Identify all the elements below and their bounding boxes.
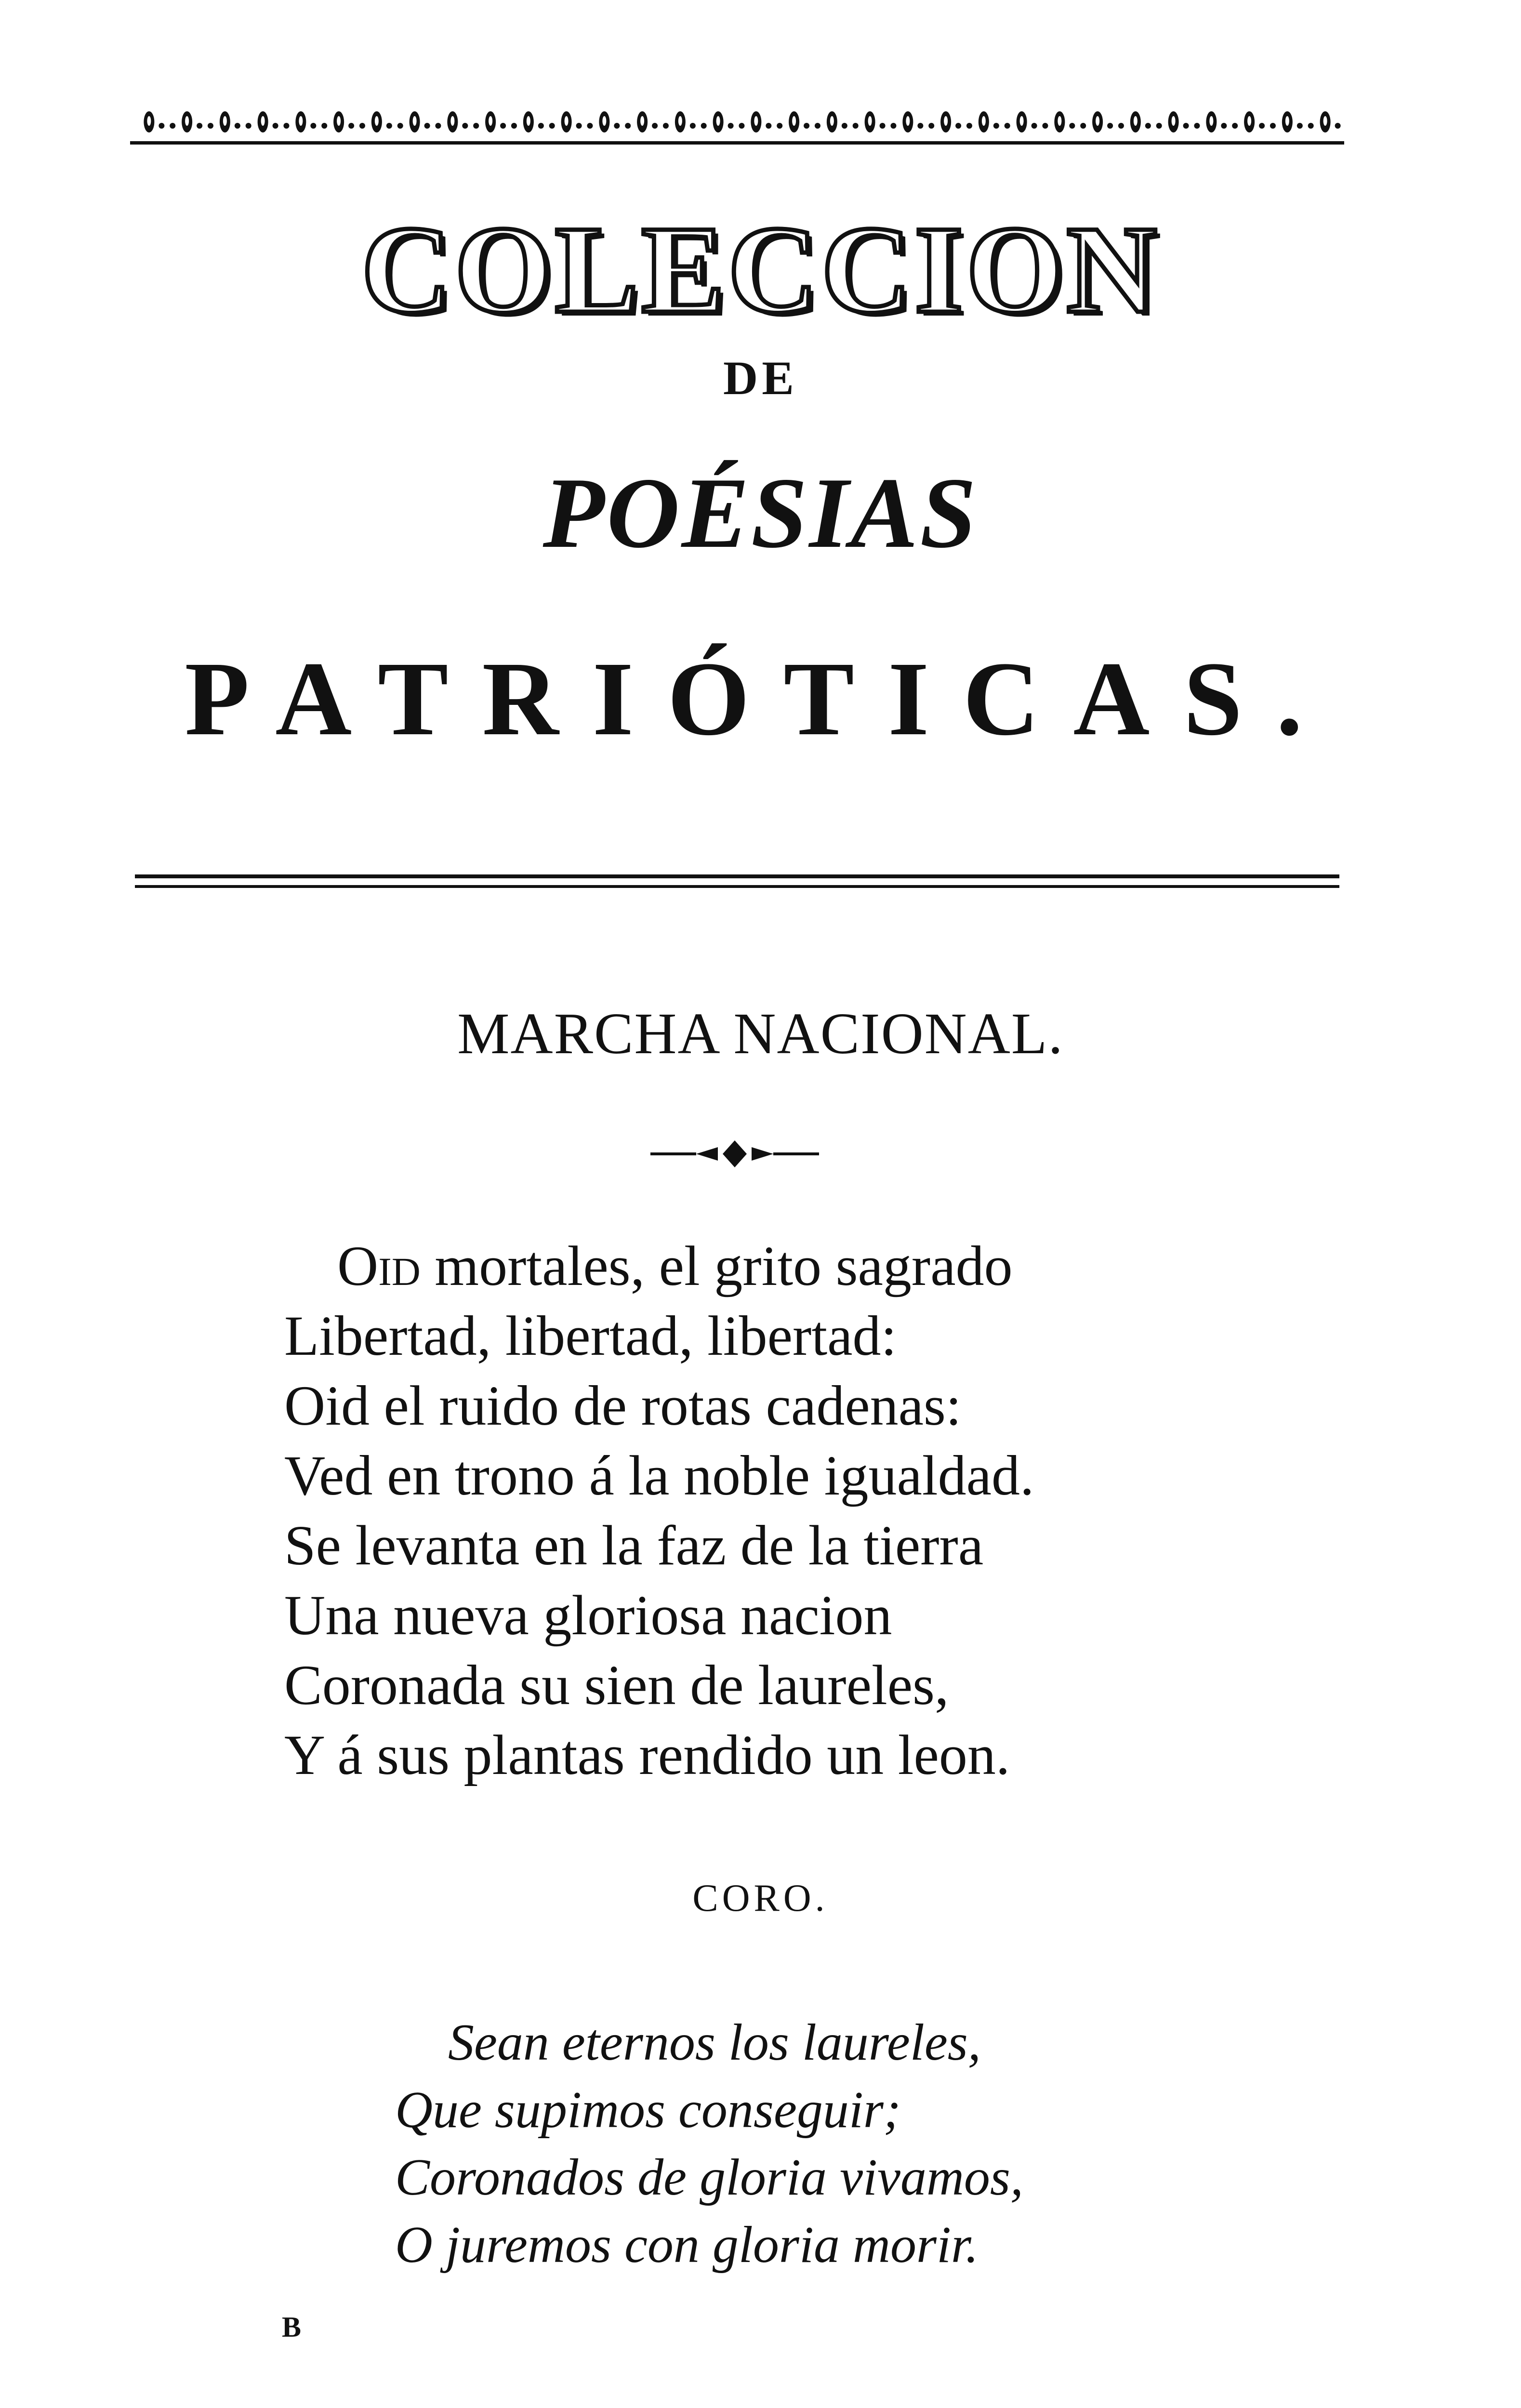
ornament-link-hole (1058, 116, 1061, 126)
double-rule-divider (135, 874, 1339, 888)
ornament-link-hole (830, 116, 834, 126)
ornament-link-hole (261, 116, 265, 126)
ornament-link-hole (640, 116, 644, 126)
ornament-dot (235, 123, 240, 129)
ornament-link-hole (1134, 116, 1137, 126)
ornament-dot (1221, 123, 1227, 129)
ornament-dot (283, 123, 289, 129)
verse-line: Y á sus plantas rendido un leon. (284, 1723, 1010, 1786)
ornament-link-hole (413, 116, 417, 126)
ornament-link-hole (792, 116, 796, 126)
ornament-dot (1183, 123, 1189, 129)
ornament-dot (842, 123, 847, 129)
ornament-dot (966, 123, 972, 129)
ornament-link-hole (1285, 116, 1289, 126)
verse-line (284, 1231, 1392, 1301)
ornament-dot (576, 123, 582, 129)
ornament-dot (728, 123, 734, 129)
ornament-link-hole (678, 116, 682, 126)
verse-first-line-rest: mortales, el grito sagrado (420, 1234, 1013, 1297)
ornament-dot (511, 123, 517, 129)
ornament-dot (587, 123, 593, 129)
ornament-dot (397, 123, 403, 129)
ornament-link-hole (1323, 116, 1327, 126)
ornament-link-hole (1247, 116, 1251, 126)
ornament-dot (273, 123, 278, 129)
ornament-dot (853, 123, 859, 129)
ornament-dot (690, 123, 696, 129)
signature-mark: B (282, 2311, 302, 2343)
ornament-dot (928, 123, 934, 129)
chorus-line: Que supimos conseguir; (395, 2081, 901, 2139)
ornament-dot (766, 123, 771, 129)
ornament-dot (170, 123, 175, 129)
ornament-link-hole (716, 116, 720, 126)
ornament-link-hole (1096, 116, 1099, 126)
ornament-link-hole (944, 116, 948, 126)
chorus-label: CORO. (692, 1877, 829, 1919)
ornament-dot (1005, 123, 1010, 129)
ornament-dot (804, 123, 809, 129)
chorus-line: O juremos con gloria morir. (395, 2216, 979, 2274)
ornament-dot (208, 123, 213, 129)
ornament-dot (310, 123, 316, 129)
verse-line: Coronada su sien de laureles, (284, 1654, 949, 1717)
ornament-dot (159, 123, 164, 129)
verse-line: Oid el ruido de rotas cadenas: (284, 1374, 962, 1437)
ornament-dot (625, 123, 631, 129)
ornament-dot (348, 123, 354, 129)
ornament-dot (993, 123, 999, 129)
ornament-dot (1335, 123, 1341, 129)
ornament-dot (777, 123, 782, 129)
ornament-link-hole (868, 116, 872, 126)
ornament-link-hole (299, 116, 303, 126)
ornament-dot (424, 123, 430, 129)
ornament-dot (500, 123, 506, 129)
divider-rule-thick (135, 874, 1339, 878)
ornament-link-hole (337, 116, 341, 126)
ornament-link-hole (565, 116, 569, 126)
ornament-link-hole (982, 116, 986, 126)
ornament-dot (955, 123, 961, 129)
ornament-dot (549, 123, 555, 129)
title-patrioticas: PATRIÓTICAS. (185, 640, 1336, 757)
ornament-link-hole (754, 116, 758, 126)
ornament-dot (1069, 123, 1075, 129)
ornament-link-hole (1172, 116, 1176, 126)
verse-line: Se levanta en la faz de la tierra (284, 1514, 984, 1577)
title-de: DE (723, 351, 798, 405)
ornament-dot (1145, 123, 1151, 129)
ornament-link-hole (375, 116, 379, 126)
poem-heading: MARCHA NACIONAL. (457, 1001, 1064, 1066)
ornament-dot (1270, 123, 1276, 129)
ornament-dot (1297, 123, 1303, 129)
ornament-base-rule (130, 141, 1344, 145)
ornament-link-hole (602, 116, 606, 126)
ornament-dot (663, 123, 669, 129)
ornament-link-hole (450, 116, 454, 126)
ornament-link-hole (527, 116, 530, 126)
ornament-dot (435, 123, 441, 129)
ornament-dot (1156, 123, 1162, 129)
ornament-dot (359, 123, 365, 129)
ornament-dot (1080, 123, 1086, 129)
ornament-link-hole (185, 116, 189, 126)
ornament-dot (1259, 123, 1265, 129)
ornament-dot (614, 123, 620, 129)
ornament-dot (880, 123, 886, 129)
ornament-dot (462, 123, 468, 129)
ornament-dot (815, 123, 820, 129)
fleuron-icon (650, 1139, 819, 1168)
ornament-dot (1232, 123, 1238, 129)
divider-rule-thin (135, 885, 1339, 888)
ornament-dot (246, 123, 251, 129)
ornament-dot (321, 123, 327, 129)
ornament-link-hole (1209, 116, 1213, 126)
title-coleccion: COLECCION (361, 200, 1160, 339)
ornament-dot (197, 123, 202, 129)
title-poesias: POÉSIAS (542, 457, 979, 569)
ornament-dot (473, 123, 479, 129)
ornament-dot (739, 123, 744, 129)
ornament-dot (652, 123, 658, 129)
chorus-line: Sean eternos los laureles, (448, 2014, 981, 2071)
ornament-link-hole (489, 116, 492, 126)
ornament-link-hole (223, 116, 227, 126)
ornament-dot (386, 123, 392, 129)
ornament-dot (701, 123, 707, 129)
ornament-dot (1032, 123, 1037, 129)
verse-line: Ved en trono á la noble igualdad. (284, 1444, 1034, 1507)
verse-first-word: Oid (337, 1234, 421, 1297)
chorus-stanza (395, 2009, 1455, 2279)
top-ornamental-border (130, 99, 1344, 152)
verse-line: Una nueva gloriosa nacion (284, 1584, 892, 1647)
ornament-link-hole (147, 116, 151, 126)
ornament-dot (1107, 123, 1113, 129)
ornament-link-hole (1020, 116, 1024, 126)
poem-stanza (284, 1231, 1392, 1790)
ornament-dot (1042, 123, 1048, 129)
ornament-dot (917, 123, 923, 129)
ornament-dot (1118, 123, 1124, 129)
ornament-dot (1308, 123, 1314, 129)
chorus-line: Coronados de gloria vivamos, (395, 2149, 1023, 2206)
ornament-link-hole (906, 116, 910, 126)
ornament-dot (538, 123, 544, 129)
ornament-dot (890, 123, 896, 129)
ornament-dot (1194, 123, 1200, 129)
verse-line: Libertad, libertad, libertad: (284, 1304, 897, 1367)
